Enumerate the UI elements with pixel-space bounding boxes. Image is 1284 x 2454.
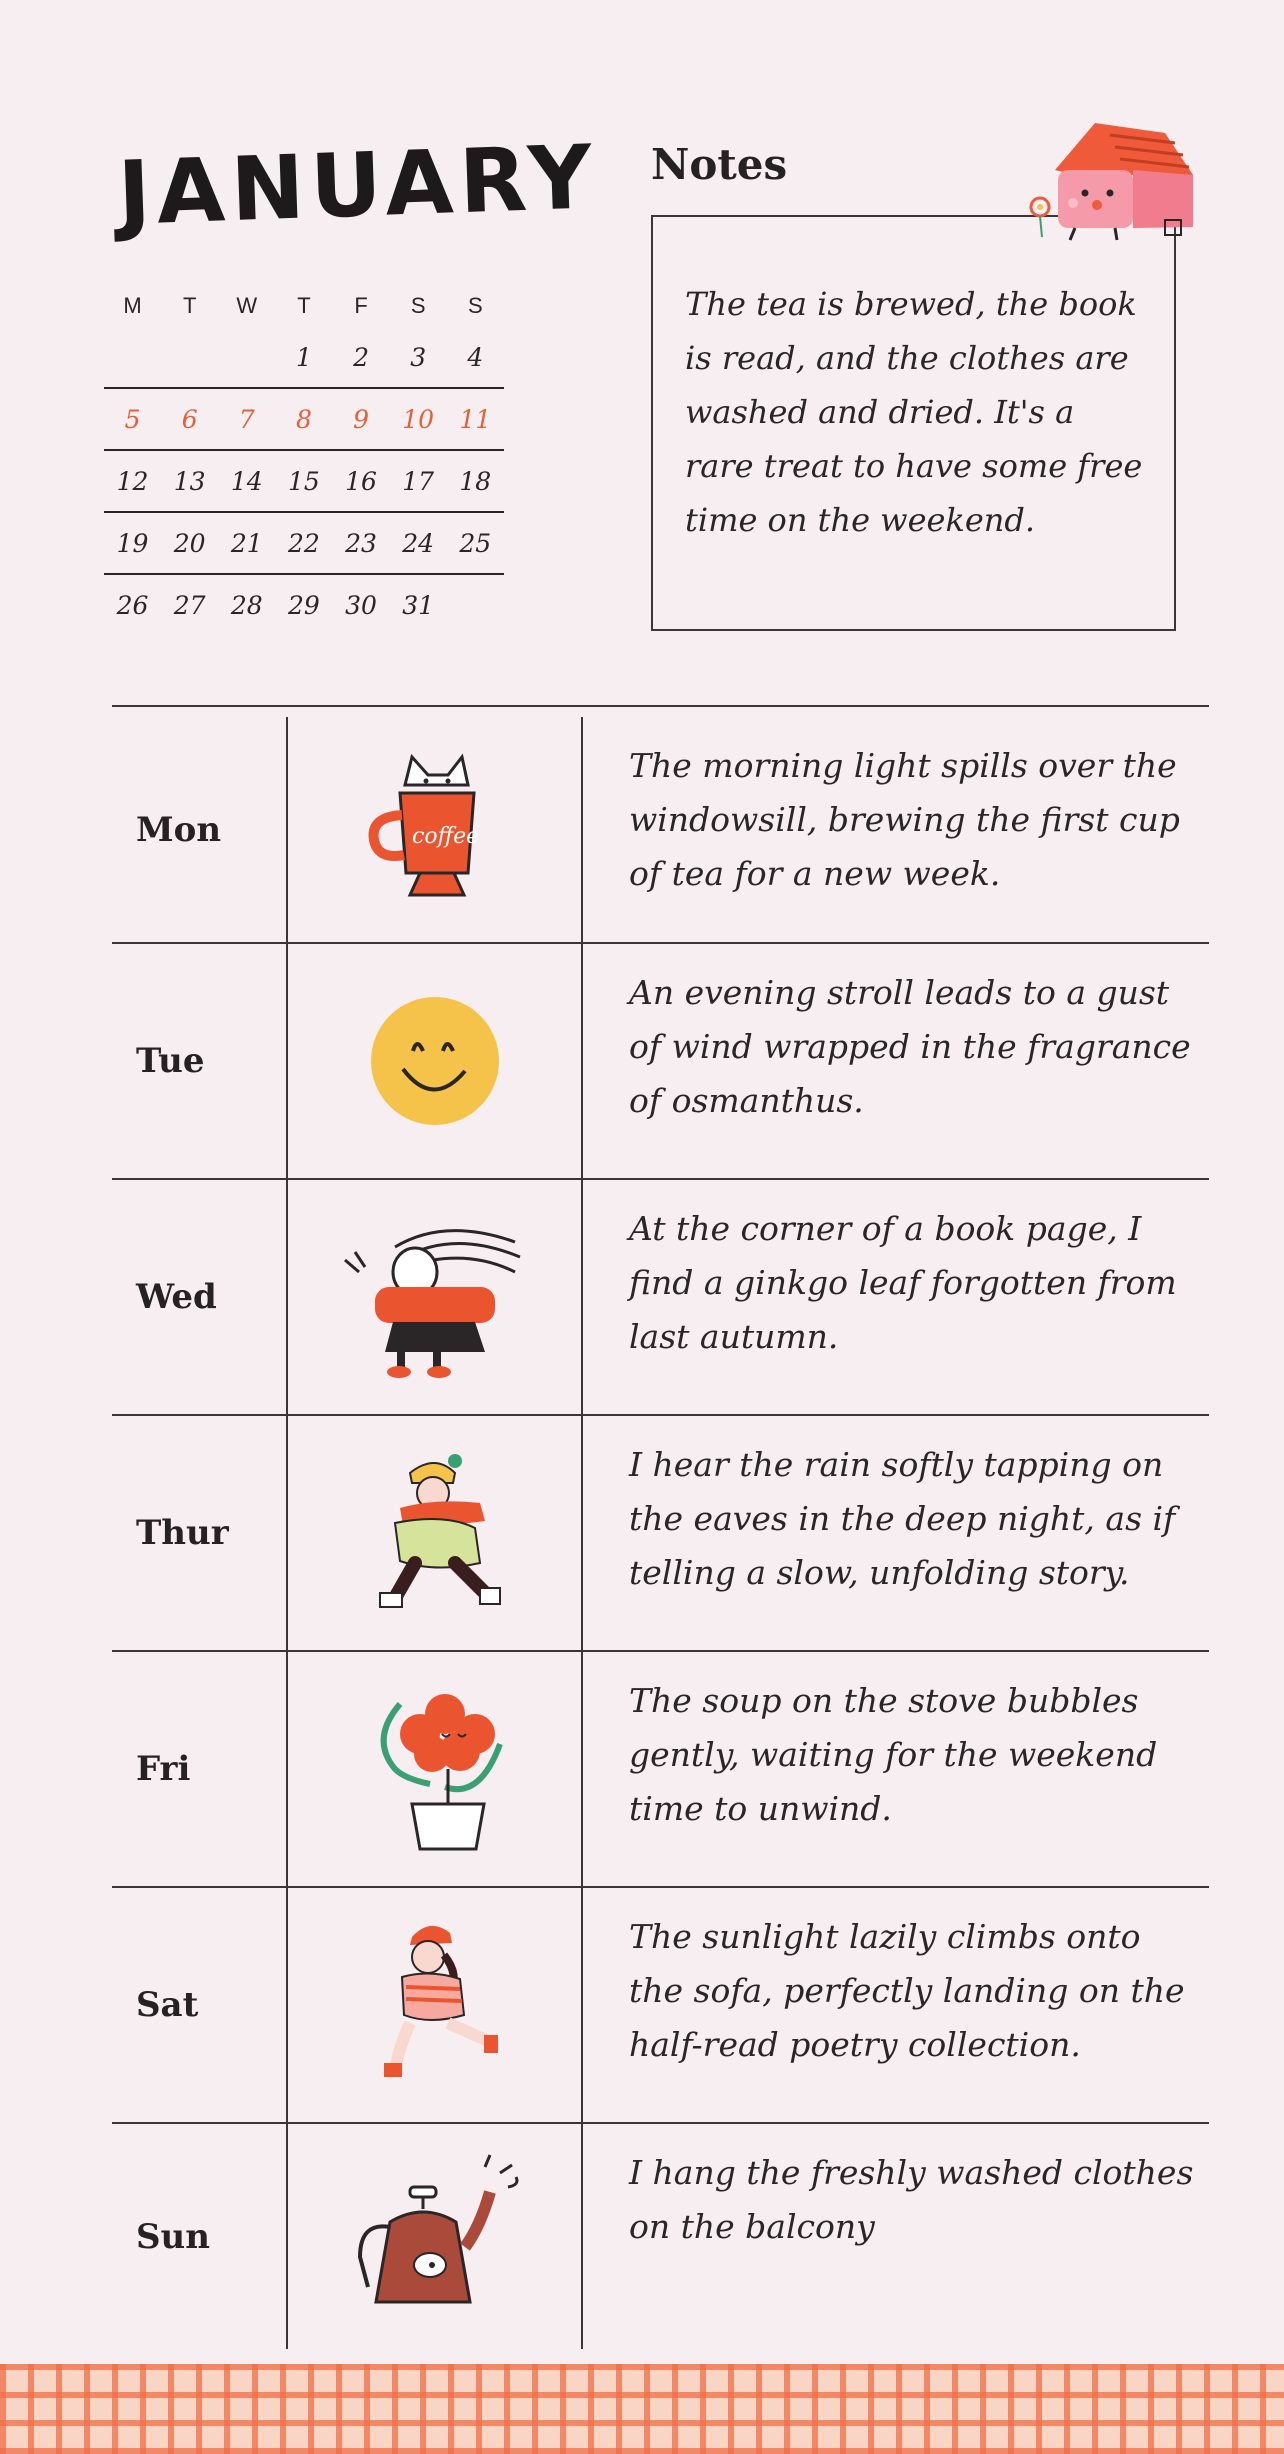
day-illustration <box>288 1652 583 1886</box>
calendar-date: 12 <box>116 466 149 496</box>
calendar-date: 16 <box>345 466 377 496</box>
windswept-character-icon <box>335 1212 535 1382</box>
calendar-week <box>104 513 504 575</box>
day-illustration <box>288 1888 583 2122</box>
day-entry-text: The morning light spills over the windowsill, brewing the first cup of tea for a new week. <box>629 746 1180 893</box>
weekday-label: S <box>467 293 483 318</box>
day-illustration <box>288 944 583 1178</box>
calendar-week-highlighted <box>104 389 504 451</box>
day-illustration <box>288 1416 583 1650</box>
calendar-date: 1 <box>295 342 312 372</box>
day-label: Wed <box>112 1180 288 1414</box>
calendar-date: 25 <box>459 528 492 558</box>
day-entry-text: The sunlight lazily climbs onto the sofa, perfectly landing on the half-read poetry collection. <box>629 1917 1185 2064</box>
calendar-date: 18 <box>459 466 492 496</box>
table-row <box>112 2124 1209 2349</box>
table-row <box>112 717 1209 944</box>
table-row <box>112 1416 1209 1652</box>
cat-coffee-mug-icon <box>360 745 510 915</box>
day-entry-text: I hear the rain softly tapping on the eaves in the deep night, as if telling a slow, unfolding story. <box>629 1445 1176 1592</box>
day-label: Sun <box>112 2124 288 2349</box>
calendar-date: 7 <box>238 404 255 434</box>
calendar-date: 21 <box>230 528 263 558</box>
day-illustration <box>288 1180 583 1414</box>
calendar-date: 5 <box>124 404 141 434</box>
potted-flower-icon <box>350 1679 520 1859</box>
calendar-date: 8 <box>295 404 312 434</box>
calendar-date: 31 <box>402 590 435 620</box>
day-illustration <box>288 717 583 942</box>
calendar-date: 27 <box>173 590 206 620</box>
calendar-date: 22 <box>288 528 320 558</box>
calendar-date: 30 <box>345 590 377 620</box>
day-label: Sat <box>112 1888 288 2122</box>
calendar-week <box>104 327 504 389</box>
table-row <box>112 1180 1209 1416</box>
running-person-scarf-icon <box>355 1443 515 1623</box>
calendar-date: 9 <box>353 404 370 434</box>
day-label: Mon <box>112 717 288 942</box>
table-row <box>112 1888 1209 2124</box>
weekday-header <box>104 285 504 327</box>
weekday-label: T <box>182 293 197 318</box>
calendar-date: 10 <box>402 404 435 434</box>
weekday-label: T <box>297 293 311 318</box>
calendar-date: 23 <box>345 528 377 558</box>
notes-title: Notes <box>651 140 788 189</box>
calendar-date: 28 <box>230 590 263 620</box>
day-entry-text: At the corner of a book page, I find a ginkgo leaf forgotten from last autumn. <box>629 1209 1177 1356</box>
plaid-border-decoration <box>0 2364 1284 2454</box>
calendar-date: 13 <box>173 466 206 496</box>
calendar-date: 19 <box>116 528 149 558</box>
calendar-week <box>104 451 504 513</box>
calendar-date: 11 <box>459 404 492 434</box>
weekday-label: F <box>354 293 368 318</box>
day-label: Thur <box>112 1416 288 1650</box>
day-label: Tue <box>112 944 288 1178</box>
calendar-date: 14 <box>230 466 263 496</box>
teapot-kettle-icon <box>330 2147 540 2327</box>
calendar-date: 2 <box>353 342 370 372</box>
notes-box <box>651 215 1176 631</box>
mini-calendar <box>104 285 504 635</box>
weekday-label: S <box>410 293 426 318</box>
day-entry-text: The soup on the stove bubbles gently, waiting for the weekend time to unwind. <box>629 1681 1158 1828</box>
calendar-date: 4 <box>467 342 484 372</box>
calendar-date: 20 <box>173 528 206 558</box>
day-entry-text: I hang the freshly washed clothes on the balcony <box>629 2153 1194 2246</box>
running-girl-icon <box>360 1915 510 2095</box>
notes-text: The tea is brewed, the book is read, and the clothes are washed and dried. It's a rare treat to have some free time on the weekend. <box>685 285 1143 539</box>
calendar-date: 24 <box>402 528 435 558</box>
table-row <box>112 1652 1209 1888</box>
calendar-date: 3 <box>410 342 427 372</box>
house-character-icon <box>1015 115 1205 245</box>
weekly-journal-table <box>112 705 1209 2349</box>
top-divider <box>112 705 1209 707</box>
day-entry-text: An evening stroll leads to a gust of wind wrapped in the fragrance of osmanthus. <box>629 973 1191 1120</box>
month-title: JANUARY <box>116 125 600 245</box>
calendar-date: 17 <box>402 466 435 496</box>
table-row <box>112 944 1209 1180</box>
weekday-label: W <box>236 293 258 318</box>
calendar-date: 26 <box>116 590 149 620</box>
day-illustration <box>288 2124 583 2349</box>
day-label: Fri <box>112 1652 288 1886</box>
calendar-date: 29 <box>288 590 320 620</box>
calendar-date: 15 <box>288 466 320 496</box>
calendar-week <box>104 575 504 635</box>
calendar-date: 6 <box>181 404 198 434</box>
smiley-sun-icon <box>365 991 505 1131</box>
weekday-label: M <box>123 293 142 318</box>
svg-text:coffee: coffee <box>411 823 479 849</box>
